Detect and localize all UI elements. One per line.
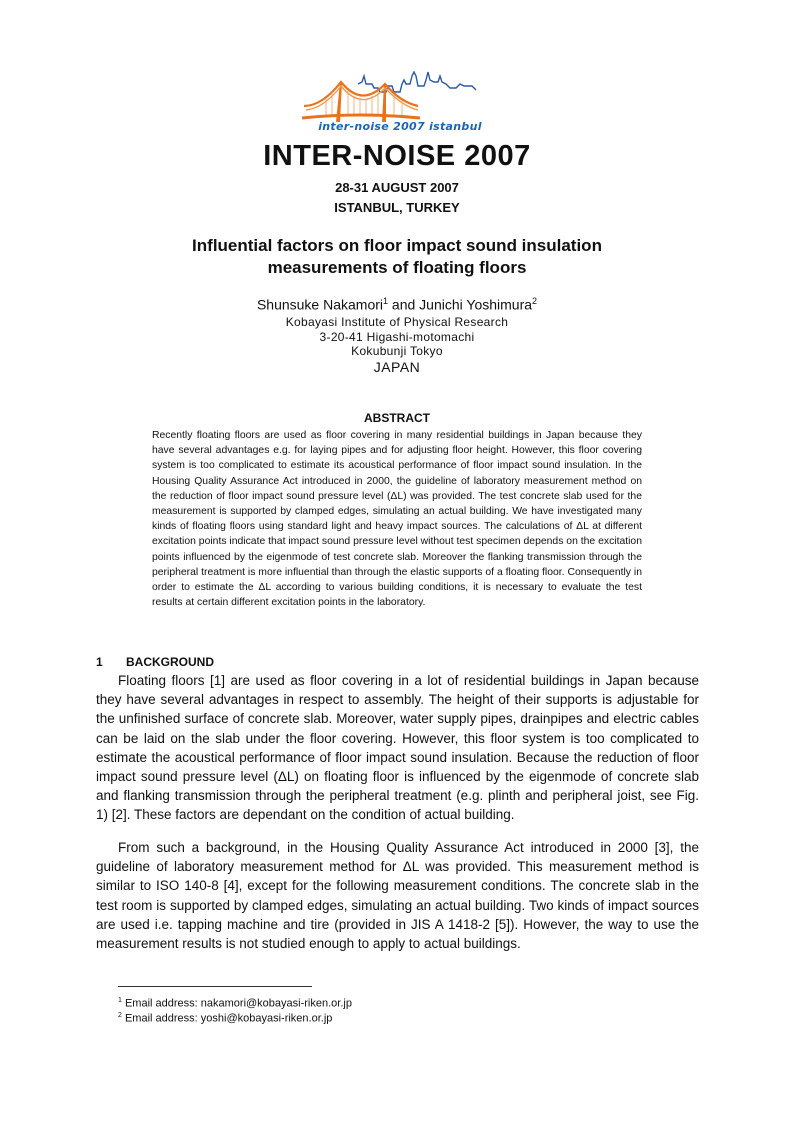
footnote-mark: 1 <box>118 997 122 1004</box>
affiliation-country: JAPAN <box>373 359 421 375</box>
conference-title: INTER-NOISE 2007 <box>263 140 531 172</box>
section-title: BACKGROUND <box>126 655 214 669</box>
paper-title: Influential factors on floor impact sound insulation measurements of floating floors <box>192 236 602 277</box>
footnote-mark: 2 <box>118 1012 122 1019</box>
author-line <box>0 296 794 313</box>
author-2-footnote-mark: 2 <box>532 296 538 306</box>
footnote-divider <box>118 986 312 987</box>
footnote-text: Email address: yoshi@kobayasi-riken.or.jp <box>121 1012 333 1025</box>
affiliation-institute: Kobayasi Institute of Physical Research <box>285 315 509 329</box>
affiliation-street: 3-20-41 Higashi-motomachi <box>319 330 475 344</box>
abstract-heading: ABSTRACT <box>364 411 430 425</box>
footnote-text: Email address: nakamori@kobayasi-riken.or.jp <box>121 997 352 1010</box>
section-heading <box>96 655 214 669</box>
abstract-text: Recently floating floors are used as floor covering in many residential buildings in Japan because they have several advantages e.g. for laying pipes and for adjusting floor height. However, this floor covering system is too complicated to estimate its acoustical performance of floor impact sound insulation. In the Housing Quality Assurance Act introduced in 2000, the guideline of laboratory measurement method on the reduction of floor impact sound pressure level (ΔL) was provided. The test concrete slab used for the measurement is supported by clamped edges, simulating an actual building. We have investigated many kinds of floating floors using standard light and heavy impact sources. The calculations of ΔL at different excitation points indicate that impact sound pressure level without test specimen depends on the excitation points influenced by the eigenmode of test concrete slab. Moreover the flanking transmission through the peripheral treatment is more influential than through the elastic supports of a floating floor. Consequently in order to estimate the ΔL according to various building conditions, it is necessary to evaluate the test results at certain different excitation points in the laboratory. <box>152 430 642 609</box>
logo-caption: inter-noise 2007 istanbul <box>318 120 482 133</box>
footnote-2 <box>118 1008 332 1027</box>
body-paragraph: From such a background, in the Housing Quality Assurance Act introduced in 2000 [3], the guideline of laboratory measurement method for ΔL was provided. This measurement method is similar to ISO 140-8 [4], except for the following measurement conditions. The concrete slab in the test room is supported by clamped edges, simulating an actual building. Two kinds of impact sources are used i.e. tapping machine and tire (provided in JIS A 1418-2 [5]). However, the way to use the measurement results is not studied enough to apply to actual buildings. <box>96 840 699 952</box>
body-paragraph: Floating floors [1] are used as floor covering in a lot of residential buildings in Japan because they have several advantages in respect to assembly. The height of their supports is adjustable for the unfinished surface of concrete slab. Moreover, water supply pipes, drainpipes and electric cables can be laid on the slab under the floor covering. However, this floor system is too complicated to estimate the acoustical performance of floor impact sound insulation. Because the reduction of floor impact sound pressure level (ΔL) on floating floor is influenced by the eigenmode of concrete slab and flanking transmission through the peripheral treatment (e.g. plinth and peripheral joist, see Fig. 1) [2]. These factors are dependant on the condition of actual building. <box>96 673 699 823</box>
conference-date: 28-31 AUGUST 2007 <box>335 180 459 195</box>
author-1-footnote-mark: 1 <box>383 296 389 306</box>
author-1-name: Shunsuke Nakamori <box>256 296 384 313</box>
skyline-outline <box>358 72 476 92</box>
author-2-name: and Junichi Yoshimura <box>388 296 533 313</box>
affiliation-city: Kokubunji Tokyo <box>351 344 443 358</box>
conference-place: ISTANBUL, TURKEY <box>334 200 460 215</box>
bridge-deck <box>302 115 420 118</box>
section-number: 1 <box>96 655 103 669</box>
